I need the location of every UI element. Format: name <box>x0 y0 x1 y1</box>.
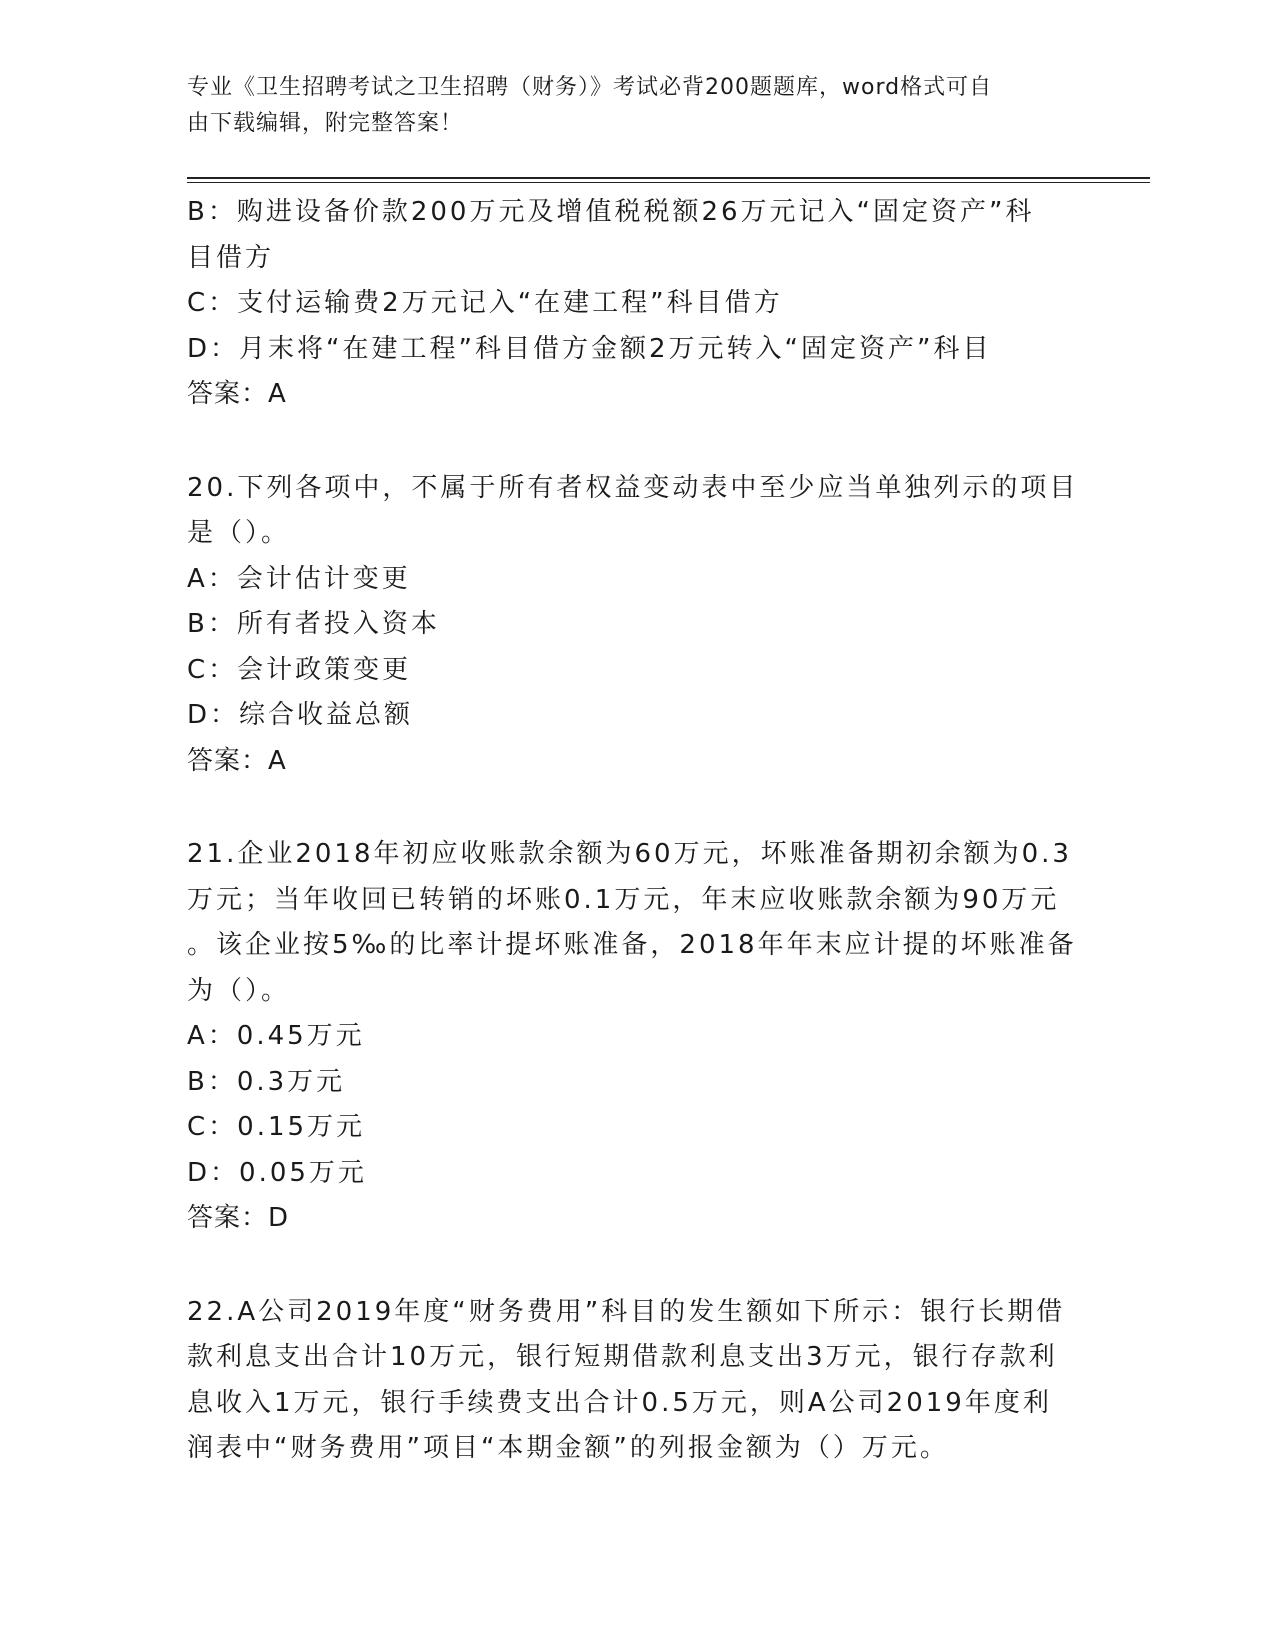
header-title-line-2: 由下载编辑，附完整答案！ <box>187 111 464 136</box>
question-22 <box>187 1290 1087 1472</box>
option-b-line-1: B：购进设备价款200万元及增值税税额26万元记入“固定资产”科 <box>187 197 1035 227</box>
answer-label: 答案：A <box>187 379 287 409</box>
header-title-line-1: 专业《卫生招聘考试之卫生招聘（财务）》考试必背200题题库，word格式可自 <box>187 75 993 100</box>
question-stem-line-1: 20.下列各项中，不属于所有者权益变动表中至少应当单独列示的项目 <box>187 472 1079 503</box>
option-c: C：会计政策变更 <box>187 654 412 685</box>
question-stem-line-1: 22.A公司2019年度“财务费用”科目的发生额如下所示：银行长期借 <box>187 1296 1066 1327</box>
question-stem-line-1: 21.企业2018年初应收账款余额为60万元，坏账准备期初余额为0.3 <box>187 839 1072 869</box>
question-stem-line-2: 款利息支出合计10万元，银行短期借款利息支出3万元，银行存款利 <box>187 1342 1058 1372</box>
answer-label: 答案：A <box>187 745 287 776</box>
question-21 <box>187 832 1087 1242</box>
option-a: A：0.45万元 <box>187 1021 365 1051</box>
question-stem-line-3: 息收入1万元，银行手续费支出合计0.5万元，则A公司2019年度利 <box>187 1387 1052 1418</box>
question-19-continued <box>187 190 1087 418</box>
answer-label: 答案：D <box>187 1203 290 1233</box>
question-20 <box>187 466 1087 785</box>
option-c: C：支付运输费2万元记入“在建工程”科目借方 <box>187 288 783 318</box>
option-d: D：综合收益总额 <box>187 700 414 730</box>
option-b: B：所有者投入资本 <box>187 609 440 639</box>
question-stem-line-4: 润表中“财务费用”项目“本期金额”的列报金额为（）万元。 <box>187 1433 949 1463</box>
option-d: D：0.05万元 <box>187 1157 367 1188</box>
question-stem-line-2: 是（）。 <box>187 518 291 548</box>
page-header <box>187 70 1087 142</box>
header-divider-thick <box>187 177 1150 179</box>
question-stem-line-3: 。该企业按5‰的比率计提坏账准备，2018年年末应计提的坏账准备 <box>187 930 1077 960</box>
header-divider-thin <box>187 182 1150 183</box>
document-body <box>187 190 1087 1472</box>
question-stem-line-2: 万元；当年收回已转销的坏账0.1万元，年末应收账款余额为90万元 <box>187 884 1060 915</box>
option-b: B：0.3万元 <box>187 1066 346 1097</box>
spacer <box>187 784 1087 832</box>
option-a: A：会计估计变更 <box>187 563 411 594</box>
option-c: C：0.15万元 <box>187 1112 366 1142</box>
question-stem-line-4: 为（）。 <box>187 975 291 1006</box>
option-d: D：月末将“在建工程”科目借方金额2万元转入“固定资产”科目 <box>187 333 992 364</box>
spacer <box>187 418 1087 466</box>
spacer <box>187 1242 1087 1290</box>
option-b-line-2: 目借方 <box>187 242 275 273</box>
